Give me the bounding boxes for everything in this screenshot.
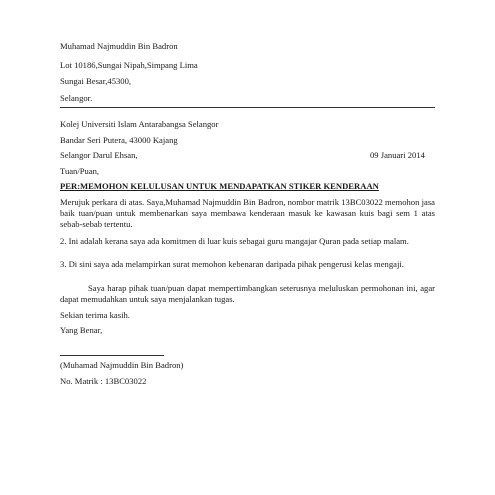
recipient-line3: Selangor Darul Ehsan, bbox=[60, 150, 138, 160]
sender-address-line2: Sungai Besar,45300, bbox=[60, 76, 132, 86]
signature-line bbox=[60, 355, 164, 356]
header-divider bbox=[60, 107, 435, 108]
thanks-line: Sekian terima kasih. bbox=[60, 310, 130, 320]
closing-line: Yang Benar, bbox=[60, 325, 103, 335]
paragraph-1: Merujuk perkara di atas. Saya,Muhamad Najmuddin Bin Badron, nombor matrik 13BC03022 memohon jasa baik tuan/puan untuk membenarkan saya membawa kenderaan masuk ke kawasan kuis bagi sem 1 atas sebab-sebab tertentu. bbox=[60, 197, 435, 229]
salutation: Tuan/Puan, bbox=[60, 166, 100, 176]
matric-number: No. Matrik : 13BC03022 bbox=[60, 376, 147, 386]
sender-address-line3: Selangor. bbox=[60, 93, 93, 103]
recipient-line2: Bandar Seri Putera, 43000 Kajang bbox=[60, 135, 178, 145]
paragraph-2: 2. Ini adalah kerana saya ada komitmen di luar kuis sebagai guru mangajar Quran pada setiap malam. bbox=[60, 236, 409, 246]
paragraph-3: 3. Di sini saya ada melampirkan surat memohon kebenaran daripada pihak pengerusi kelas mengaji. bbox=[60, 259, 404, 269]
sender-name: Muhamad Najmuddin Bin Badron bbox=[60, 41, 178, 51]
sender-address-line1: Lot 10186,Sungai Nipah,Simpang Lima bbox=[60, 60, 198, 70]
signature-name: (Muhamad Najmuddin Bin Badron) bbox=[60, 360, 184, 370]
paragraph-4: Saya harap pihak tuan/puan dapat mempertimbangkan seterusnya meluluskan permohonan ini, agar dapat memudahkan untuk saya menjalankan tugas. bbox=[60, 283, 435, 304]
recipient-line1: Kolej Universiti Islam Antarabangsa Selangor bbox=[60, 119, 219, 129]
letter-date: 09 Januari 2014 bbox=[370, 150, 425, 160]
letter-subject: PER:MEMOHON KELULUSAN UNTUK MENDAPATKAN STIKER KENDERAAN bbox=[60, 181, 379, 191]
